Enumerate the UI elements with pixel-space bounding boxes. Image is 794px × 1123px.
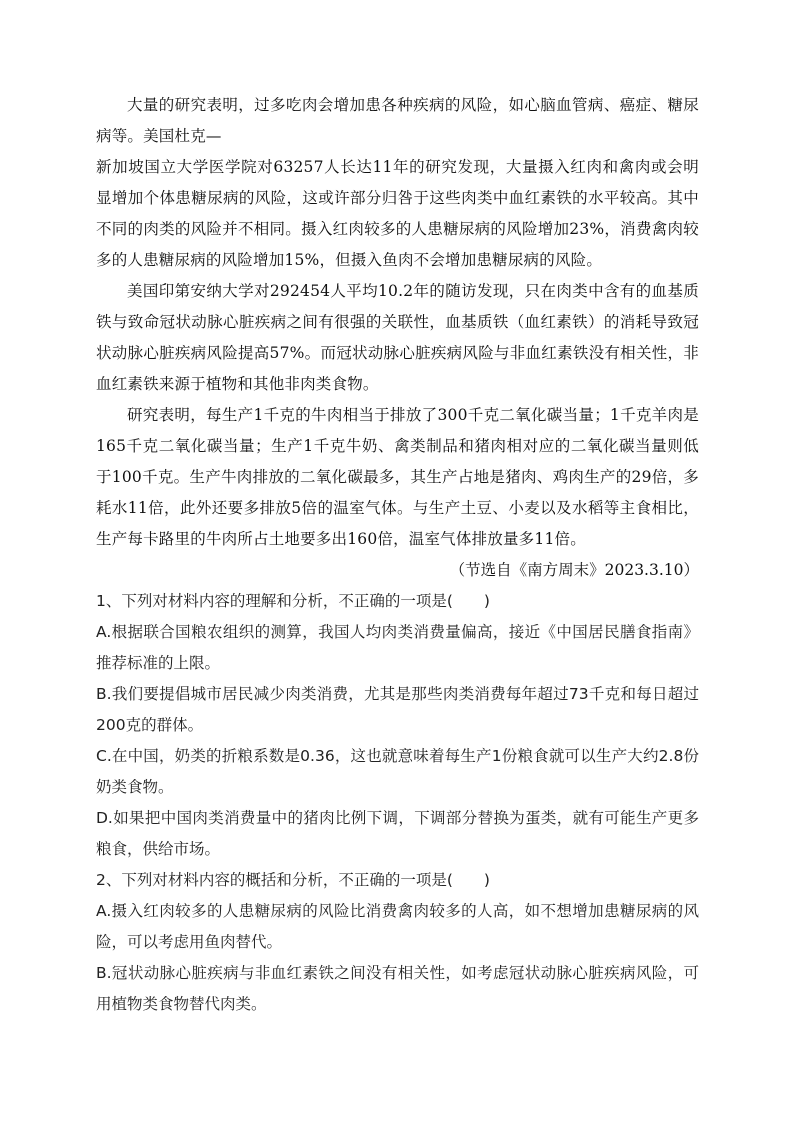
question-2 <box>96 865 699 1020</box>
option-c: C.在中国，奶类的折粮系数是0.36，这也就意味着每生产1份粮食就可以生产大约2.8份奶类食物。 <box>96 747 699 796</box>
option-b: B.我们要提倡城市居民减少肉类消费，尤其是那些肉类消费每年超过73千克和每日超过200克的群体。 <box>96 685 699 734</box>
question-1 <box>96 586 699 865</box>
option-a: A.摄入红肉较多的人患糖尿病的风险比消费禽肉较多的人高，如不想增加患糖尿病的风险，可以考虑用鱼肉替代。 <box>96 902 699 951</box>
option-a: A.根据联合国粮农组织的测算，我国人均肉类消费量偏高，接近《中国居民膳食指南》推荐标准的上限。 <box>96 623 699 672</box>
reading-passage <box>96 90 699 586</box>
passage-paragraph-2: 新加坡国立大学医学院对63257人长达11年的研究发现，大量摄入红肉和禽肉或会明显增加个体患糖尿病的风险，这或许部分归咎于这些肉类中血红素铁的水平较高。其中不同的肉类的风险并不相同。摄入红肉较多的人患糖尿病的风险增加23%，消费禽肉较多的人患糖尿病的风险增加15%，但摄入鱼肉不会增加患糖尿病的风险。 <box>96 158 699 269</box>
question-stem: 1、下列对材料内容的理解和分析，不正确的一项是( ) <box>96 592 490 610</box>
passage-paragraph-3: 美国印第安纳大学对292454人平均10.2年的随访发现，只在肉类中含有的血基质铁与致命冠状动脉心脏疾病之间有很强的关联性，血基质铁（血红素铁）的消耗导致冠状动脉心脏疾病风险提高57%。而冠状动脉心脏疾病风险与非血红素铁没有相关性，非血红素铁来源于植物和其他非肉类食物。 <box>96 282 699 393</box>
option-b: B.冠状动脉心脏疾病与非血红素铁之间没有相关性，如考虑冠状动脉心脏疾病风险，可用植物类食物替代肉类。 <box>96 964 699 1013</box>
question-stem: 2、下列对材料内容的概括和分析，不正确的一项是( ) <box>96 871 490 889</box>
passage-paragraph-4: 研究表明，每生产1千克的牛肉相当于排放了300千克二氧化碳当量；1千克羊肉是165千克二氧化碳当量；生产1千克牛奶、禽类制品和猪肉相对应的二氧化碳当量则低于100千克。生产牛肉排放的二氧化碳最多，其生产占地是猪肉、鸡肉生产的29倍，多耗水11倍，此外还要多排放5倍的温室气体。与生产土豆、小麦以及水稻等主食相比，生产每卡路里的牛肉所占土地要多出160倍，温室气体排放量多11倍。 <box>96 406 699 548</box>
option-d: D.如果把中国肉类消费量中的猪肉比例下调，下调部分替换为蛋类，就有可能生产更多粮食，供给市场。 <box>96 809 699 858</box>
passage-source: （节选自《南方周末》2023.3.10） <box>449 561 699 579</box>
passage-paragraph-1: 大量的研究表明，过多吃肉会增加患各种疾病的风险，如心脑血管病、癌症、糖尿病等。美国杜克— <box>96 96 699 145</box>
exam-page <box>96 90 699 1020</box>
